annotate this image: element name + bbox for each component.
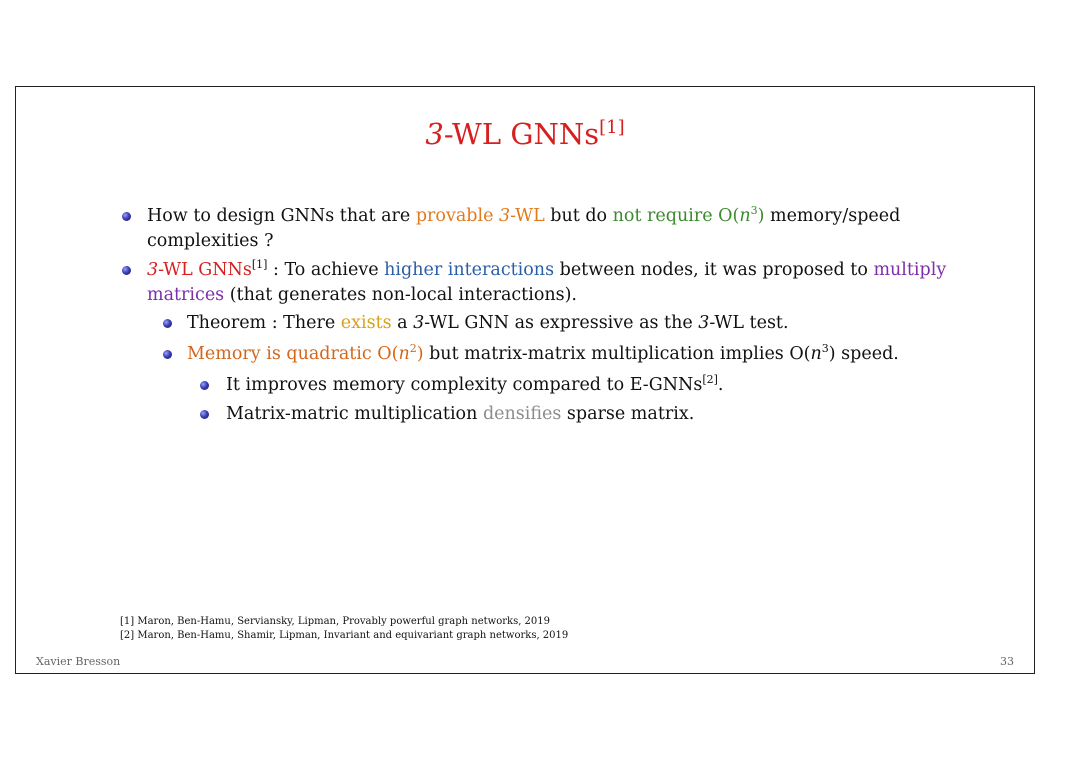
- highlight-densifies: densifies: [482, 404, 562, 424]
- bullet-icon: [200, 410, 209, 419]
- slide: [15, 86, 1035, 674]
- highlight-matrices: matrices: [147, 285, 225, 305]
- bullet-item-2: 3-WL GNNs[1] : To achieve higher interactions between nodes, it was proposed to multiply matrices (that generates non-local interactions).: [147, 258, 947, 305]
- highlight-memory-quadratic: Memory is quadratic $O(n^2)$: [187, 342, 424, 364]
- bullet-item-1: How to design GNNs that are provable 3-WL but do not require $O(n^3)$ memory/speed complexities ?: [147, 204, 901, 251]
- sub-bullet-memory: Memory is quadratic $O(n^2)$ but matrix-matrix multiplication implies $O(n^3)$ speed.: [187, 342, 899, 364]
- reference-2: [2] Maron, Ben-Hamu, Shamir, Lipman, Invariant and equivariant graph networks, 2019: [120, 630, 569, 641]
- highlight-multiply: multiply: [873, 260, 947, 280]
- page-number: 33: [1000, 655, 1014, 668]
- slide-title: 3-WL GNNs[1]: [425, 117, 625, 151]
- bullet-icon: [122, 212, 131, 221]
- subsub-bullet-densifies: Matrix-matric multiplication densifies sparse matrix.: [226, 404, 695, 424]
- bullet-icon: [163, 319, 172, 328]
- highlight-3wl-gnns: 3-WL GNNs: [147, 260, 252, 280]
- bullet-icon: [122, 266, 131, 275]
- references: [120, 615, 568, 643]
- subsub-bullet-memory-complexity: It improves memory complexity compared to E-GNNs[2].: [226, 373, 724, 395]
- reference-1: [1] Maron, Ben-Hamu, Serviansky, Lipman, Provably powerful graph networks, 2019: [120, 616, 551, 627]
- footer-author: Xavier Bresson: [36, 655, 121, 668]
- highlight-higher-interactions: higher interactions: [384, 260, 555, 280]
- bullet-icon: [200, 381, 209, 390]
- highlight-exists: exists: [340, 313, 392, 333]
- bullet-icon: [163, 350, 172, 359]
- highlight-not-require: not require $O(n^3)$: [612, 204, 765, 226]
- sub-bullet-theorem: Theorem : There exists a 3-WL GNN as expressive as the 3-WL test.: [187, 313, 789, 333]
- highlight-provable: provable 3-WL: [415, 206, 545, 226]
